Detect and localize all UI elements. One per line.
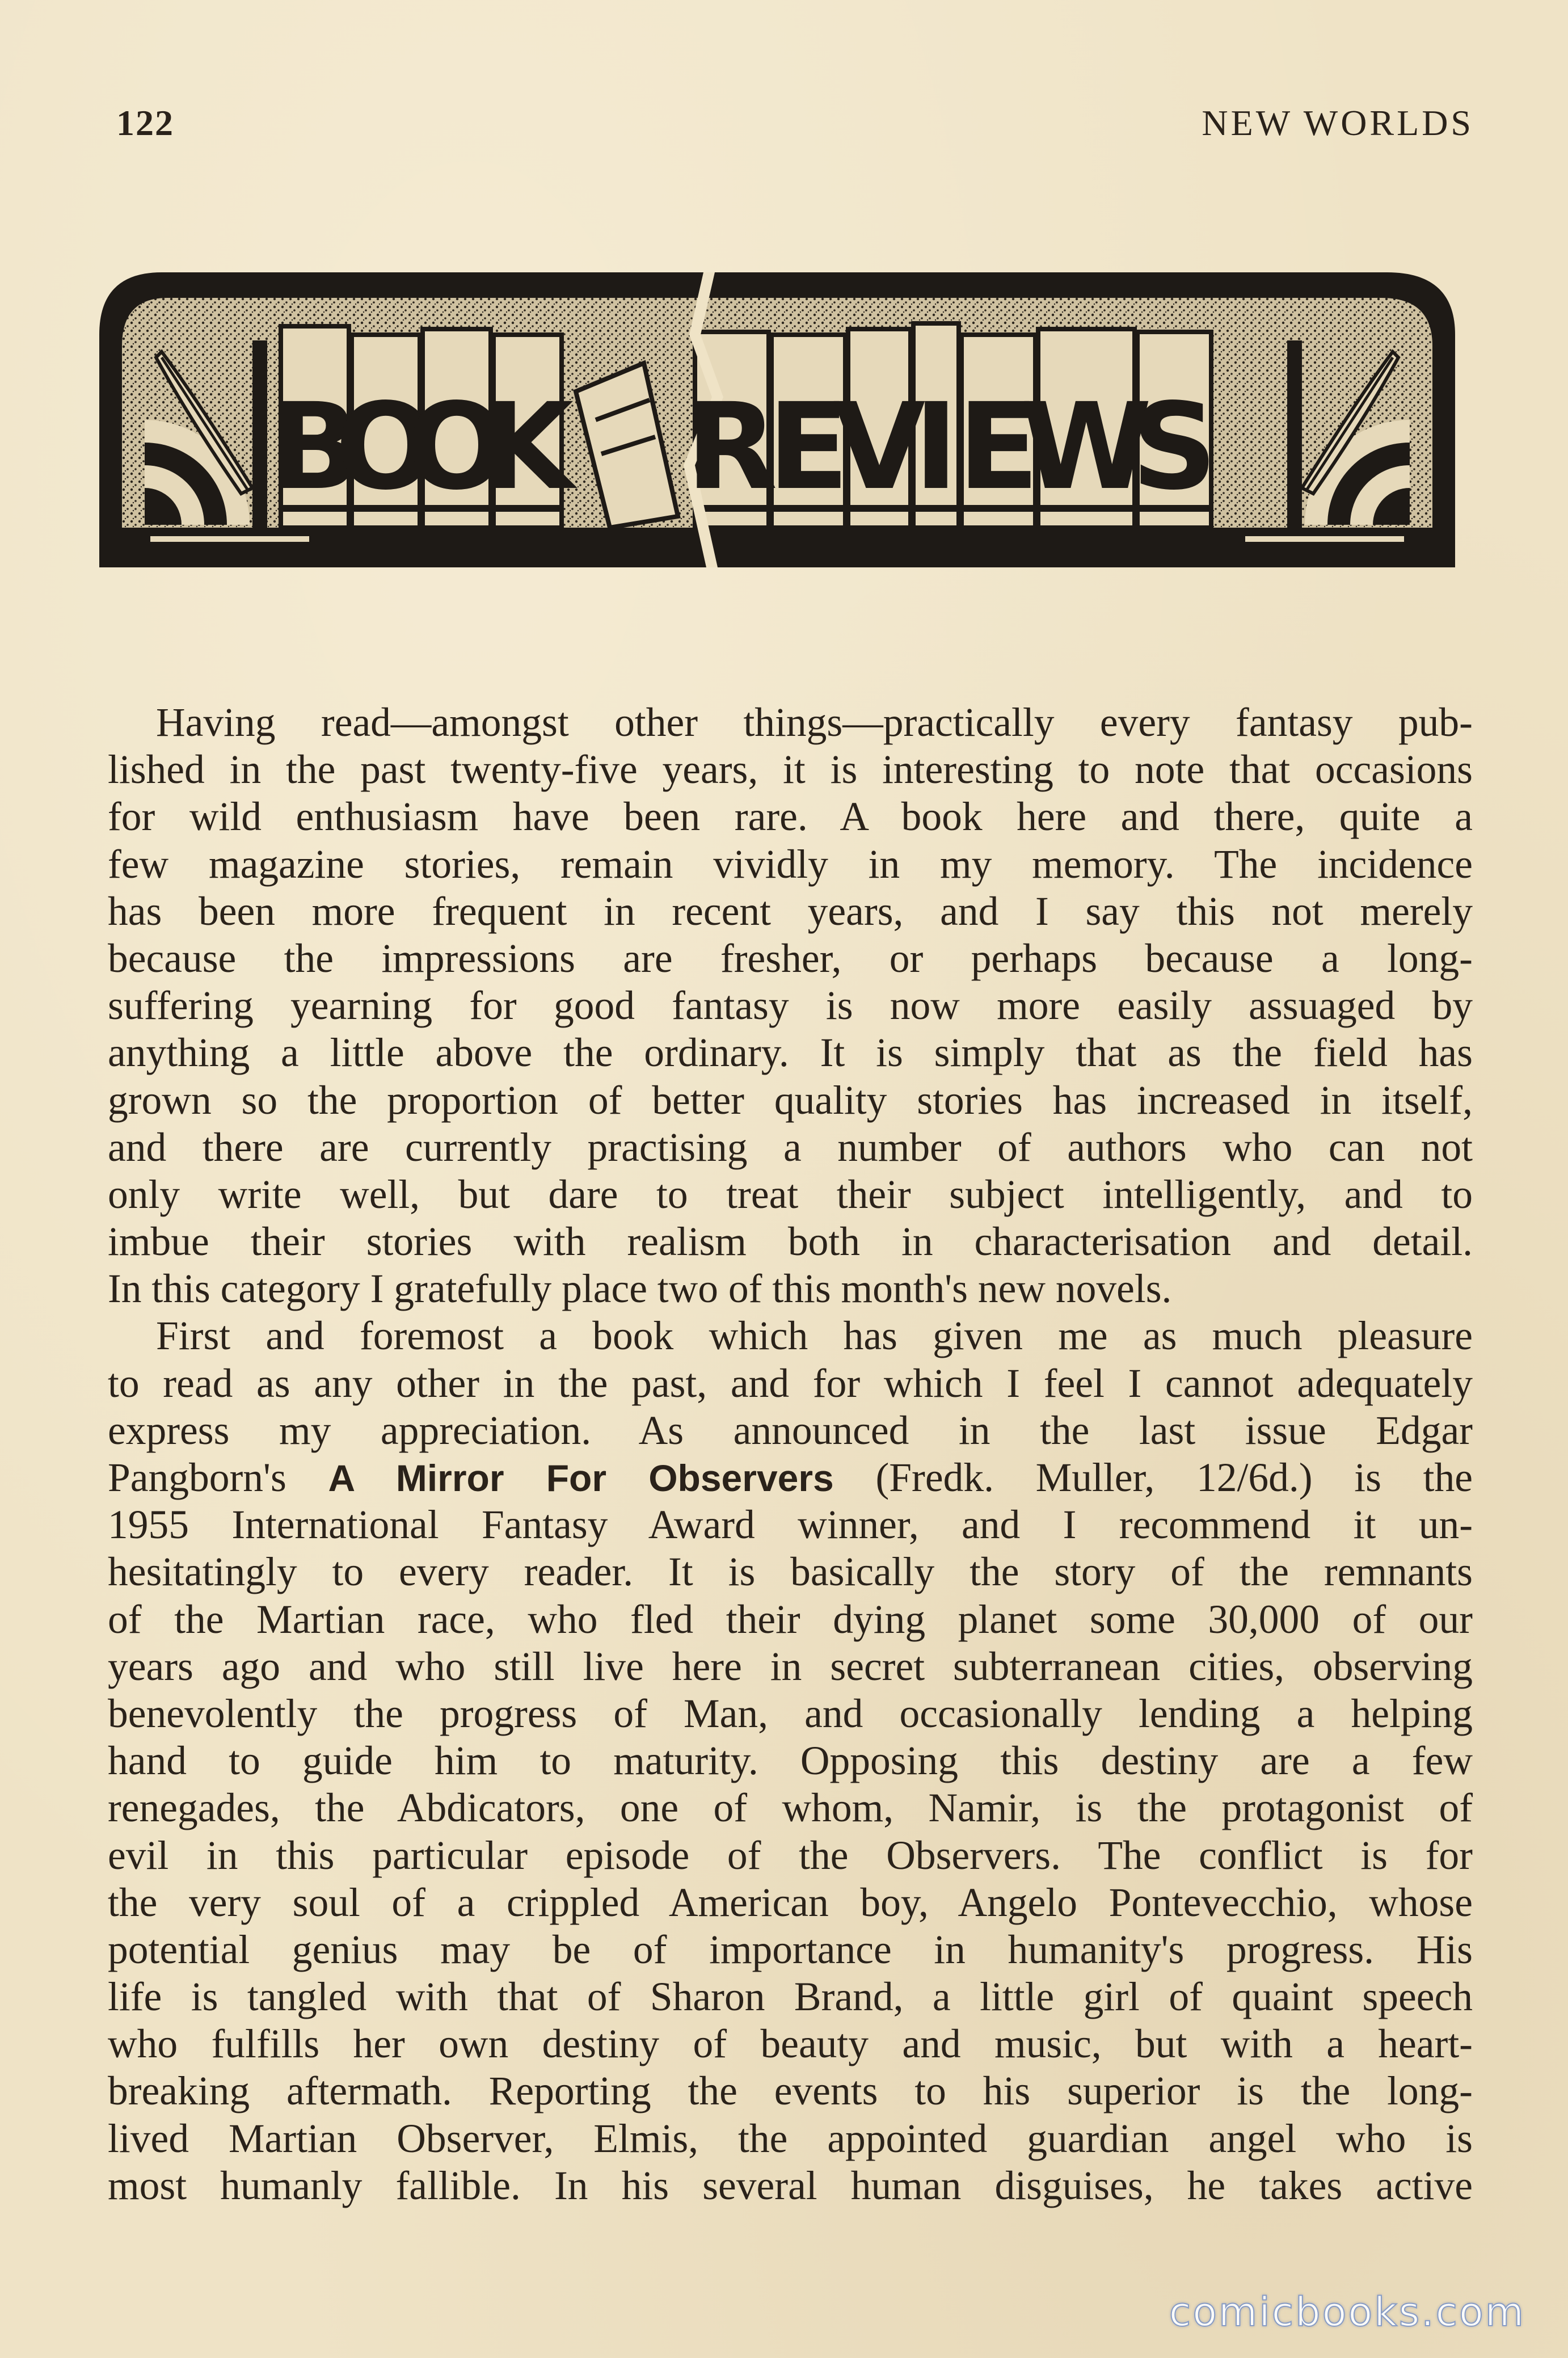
- text-line: to read as any other in the past, and for which I feel I cannot adequately: [108, 1361, 1473, 1406]
- magazine-title: NEW WORLDS: [1202, 103, 1474, 143]
- text-line: express my appreciation. As announced in the last issue Edgar: [108, 1408, 1473, 1453]
- text-line: lished in the past twenty-five years, it is interesting to note that occasions: [108, 747, 1473, 793]
- text-line: potential genius may be of importance in humanity's progress. His: [108, 1927, 1473, 1972]
- line-text: (Fredk. Muller, 12/6d.) is the: [833, 1455, 1473, 1500]
- book-title: A Mirror For Observers: [328, 1457, 834, 1499]
- banner-letter: E: [958, 377, 1039, 516]
- line-text: Pangborn's: [108, 1455, 328, 1500]
- banner-letter: O: [406, 377, 508, 516]
- banner-letter: O: [335, 377, 437, 516]
- text-line: anything a little above the ordinary. It is simply that as the field has: [108, 1030, 1473, 1076]
- text-line: [108, 1454, 1473, 1501]
- text-line: and there are currently practising a number of authors who can not: [108, 1125, 1473, 1170]
- text-line: who fulfills her own destiny of beauty and music, but with a heart-: [108, 2022, 1473, 2067]
- page-number: 122: [116, 103, 174, 143]
- text-line: lived Martian Observer, Elmis, the appointed guardian angel who is: [108, 2116, 1473, 2161]
- book-reviews-banner: [82, 250, 1472, 624]
- running-head: [116, 102, 1474, 153]
- text-line: imbue their stories with realism both in characterisation and detail.: [108, 1219, 1473, 1265]
- banner-letter: W: [1021, 377, 1152, 516]
- text-line: hand to guide him to maturity. Opposing this destiny are a few: [108, 1738, 1473, 1784]
- text-line: few magazine stories, remain vividly in my memory. The incidence: [108, 841, 1473, 887]
- text-line: 1955 International Fantasy Award winner, and I recommend it un-: [108, 1502, 1473, 1548]
- text-line: suffering yearning for good fantasy is now more easily assuaged by: [108, 983, 1473, 1029]
- text-line: years ago and who still live here in secret subterranean cities, observing: [108, 1644, 1473, 1689]
- text-line: most humanly fallible. In his several human disguises, he takes active: [108, 2163, 1473, 2208]
- banner-letter: S: [1131, 377, 1217, 516]
- text-line: only write well, but dare to treat their subject intelligently, and to: [108, 1172, 1473, 1217]
- text-line: has been more frequent in recent years, and I say this not merely: [108, 889, 1473, 934]
- text-line: evil in this particular episode of the Observers. The conflict is for: [108, 1833, 1473, 1878]
- site-watermark: comicbooks.com: [1169, 2289, 1525, 2335]
- banner-illustration: [82, 250, 1472, 624]
- text-line: of the Martian race, who fled their dying planet some 30,000 of our: [108, 1597, 1473, 1642]
- text-line: for wild enthusiasm have been rare. A book here and there, quite a: [108, 794, 1473, 840]
- text-line: because the impressions are fresher, or perhaps because a long-: [108, 936, 1473, 981]
- text-line: hesitatingly to every reader. It is basically the story of the remnants: [108, 1549, 1473, 1595]
- text-line: In this category I gratefully place two of this month's new novels.: [108, 1266, 1172, 1312]
- text-line: Having read—amongst other things—practically every fantasy pub-: [156, 700, 1473, 745]
- text-line: renegades, the Abdicators, one of whom, Namir, is the protagonist of: [108, 1786, 1473, 1831]
- banner-letter: I: [913, 377, 959, 516]
- text-line: benevolently the progress of Man, and occasionally lending a helping: [108, 1691, 1473, 1736]
- text-line: grown so the proportion of better quality stories has increased in itself,: [108, 1077, 1473, 1123]
- text-line: life is tangled with that of Sharon Brand, a little girl of quaint speech: [108, 1974, 1473, 2020]
- banner-letter: E: [768, 377, 849, 516]
- text-line: First and foremost a book which has given me as much pleasure: [156, 1313, 1473, 1359]
- review-body: [108, 699, 1473, 2209]
- banner-letter: K: [481, 377, 574, 516]
- text-line: the very soul of a crippled American boy, Angelo Pontevecchio, whose: [108, 1880, 1473, 1925]
- banner-letter: R: [686, 377, 778, 516]
- text-line: breaking aftermath. Reporting the events to his superior is the long-: [108, 2069, 1473, 2114]
- banner-letter: V: [833, 377, 926, 516]
- banner-letter: B: [269, 377, 361, 516]
